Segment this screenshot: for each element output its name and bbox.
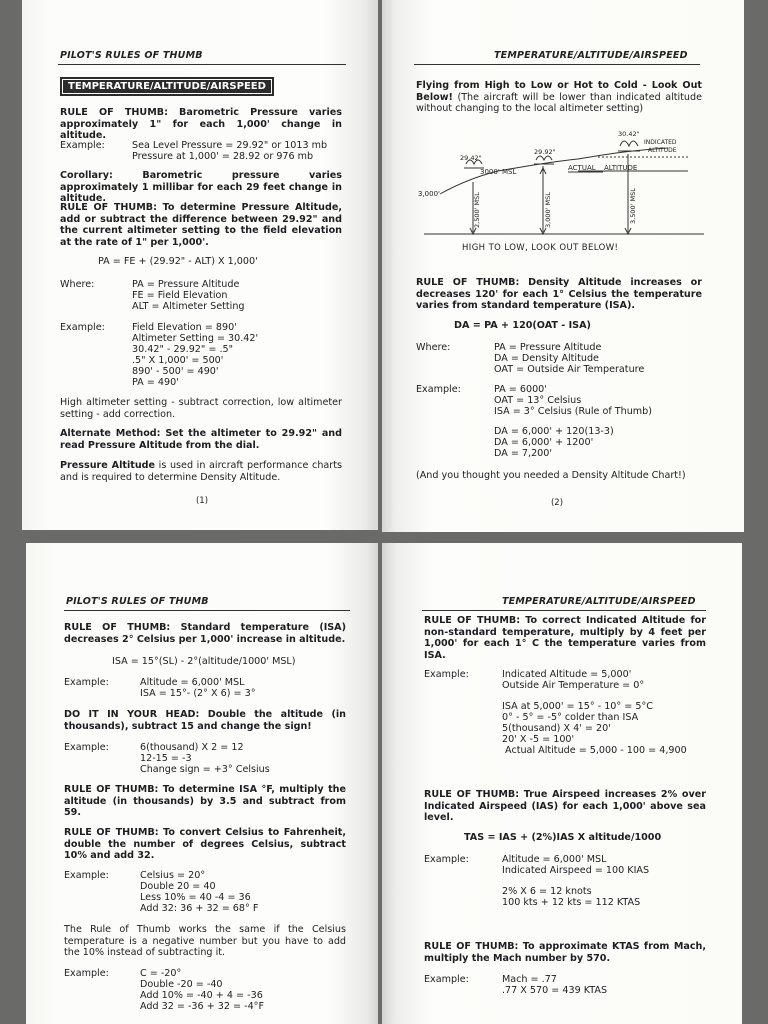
example-line: Altitude = 6,000' MSL <box>502 854 607 865</box>
running-head: PILOT'S RULES OF THUMB <box>66 596 209 607</box>
aircraft-3 <box>618 141 640 151</box>
example-line: Add 10% = -40 + 4 = -36 <box>140 990 263 1001</box>
altitude-label: ALTITUDE <box>648 147 677 154</box>
example-label: Example: <box>424 854 469 865</box>
pressure-label: 30.42" <box>618 130 640 138</box>
msl-label: 3000' MSL <box>480 168 517 176</box>
do-it-in-your-head: DO IT IN YOUR HEAD: Double the altitude (in thousands), subtract 15 and change the sign! <box>64 709 346 732</box>
height-label: 3,500' MSL <box>629 188 637 224</box>
example-label: Example: <box>64 870 109 881</box>
example-label: Example: <box>60 140 105 151</box>
example-label: Example: <box>416 384 461 395</box>
example-line: ISA at 5,000' = 15° - 10° = 5°C <box>502 701 653 712</box>
example-label: Example: <box>64 968 109 979</box>
rule-mach-to-ktas: RULE OF THUMB: To approximate KTAS from Mach, multiply the Mach number by 570. <box>424 941 706 964</box>
intro-text <box>416 80 702 115</box>
example-line: .5" X 1,000' = 500' <box>132 355 224 366</box>
pressure-altitude-note <box>60 460 342 483</box>
example-label: Example: <box>424 669 469 680</box>
example-label: Example: <box>60 322 105 333</box>
example-line: 5(thousand) X 4' = 20' <box>502 723 611 734</box>
definition-line: PA = Pressure Altitude <box>494 342 602 353</box>
book-spread-bottom <box>0 537 768 1024</box>
example-line: .77 X 570 = 439 KTAS <box>502 985 608 996</box>
corollary-text: Corollary: Barometric pressure varies approximately 1 millibar for each 29 feet change in altitude. <box>60 170 342 204</box>
example-line: Add 32: 36 + 32 = 68° F <box>140 903 259 914</box>
where-label: Where: <box>416 342 451 353</box>
rule-isa: RULE OF THUMB: Standard temperature (ISA) decreases 2° Celsius per 1,000' increase in altitude. <box>64 622 346 645</box>
example-label: Example: <box>424 974 469 985</box>
example-line: OAT = 13° Celsius <box>494 395 582 406</box>
page-number: (2) <box>550 498 564 508</box>
definition-line: ALT = Altimeter Setting <box>132 301 245 312</box>
example-label: Example: <box>64 742 109 753</box>
altitude-label: ALTITUDE <box>604 164 638 172</box>
alternate-method: Alternate Method: Set the altimeter to 29.92" and read Pressure Altitude from the dial. <box>60 428 342 451</box>
example-line: PA = 6000' <box>494 384 547 395</box>
where-label: Where: <box>60 279 95 290</box>
example-line: DA = 6,000' + 1200' <box>494 437 594 448</box>
example-line: ISA = 15°- (2° X 6) = 3° <box>140 688 256 699</box>
example-line: Double -20 = -40 <box>140 979 223 990</box>
running-head: TEMPERATURE/ALTITUDE/AIRSPEED <box>494 50 688 61</box>
book-page-2 <box>382 0 744 532</box>
example-line: Less 10% = 40 -4 = 36 <box>140 892 251 903</box>
example-line: Altitude = 6,000' MSL <box>140 677 245 688</box>
example-line: Mach = .77 <box>502 974 557 985</box>
book-page-1 <box>22 0 378 530</box>
example-line: 0° - 5° = -5° colder than ISA <box>502 712 639 723</box>
closing-remark: (And you thought you needed a Density Altitude Chart!) <box>416 470 686 481</box>
rule-true-airspeed: RULE OF THUMB: True Airspeed increases 2% over Indicated Airspeed (IAS) for each 1,000' above sea level. <box>424 789 706 823</box>
height-label: 3,000' MSL <box>544 192 552 228</box>
definition-line: OAT = Outside Air Temperature <box>494 364 645 375</box>
pressure-altitude-note-rest: is used in aircraft performance charts and is required to determine Density Altitude. <box>60 460 342 483</box>
pressure-label: 29.42" <box>460 154 482 162</box>
definition-line: FE = Field Elevation <box>132 290 228 301</box>
example-line: DA = 6,000' + 120(13-3) <box>494 426 614 437</box>
example-line: 6(thousand) X 2 = 12 <box>140 742 244 753</box>
rule-pressure-altitude: RULE OF THUMB: To determine Pressure Altitude, add or subtract the difference between 29.92" and the current altimeter setting to the field elevation at the rate of 1" per 1,000'. <box>60 202 342 248</box>
pressure-altitude-term: Pressure Altitude <box>60 460 156 471</box>
example-line: Add 32 = -36 + 32 = -4°F <box>140 1001 265 1012</box>
isa-formula: ISA = 15°(SL) - 2°(altitude/1000' MSL) <box>112 656 296 667</box>
tas-formula: TAS = IAS + (2%)IAS X altitude/1000 <box>464 832 662 843</box>
example-line: Indicated Airspeed = 100 KIAS <box>502 865 650 876</box>
header-rule <box>64 610 350 611</box>
example-line: PA = 490' <box>132 377 179 388</box>
example-line: Pressure at 1,000' = 28.92 or 976 mb <box>132 151 314 162</box>
example-line: 30.42" - 29.92" = .5" <box>132 344 234 355</box>
rule-indicated-altitude: RULE OF THUMB: To correct Indicated Altitude for non-standard temperature, multiply by 4 feet per 1,000' for each 1° C the temperature varies from ISA. <box>424 615 706 661</box>
example-line: 2% X 6 = 12 knots <box>502 886 592 897</box>
example-line: DA = 7,200' <box>494 448 553 459</box>
header-rule <box>58 64 346 65</box>
example-line: Field Elevation = 890' <box>132 322 237 333</box>
example-line: C = -20° <box>140 968 182 979</box>
example-line: Celsius = 20° <box>140 870 206 881</box>
rule-isa-fahrenheit: RULE OF THUMB: To determine ISA °F, multiply the altitude (in thousands) by 3.5 and subtract from 59. <box>64 784 346 818</box>
pressure-altitude-formula: PA = FE + (29.92" - ALT) X 1,000' <box>98 256 258 267</box>
example-line: 890' - 500' = 490' <box>132 366 219 377</box>
example-line: ISA = 3° Celsius (Rule of Thumb) <box>494 406 652 417</box>
example-line: Indicated Altitude = 5,000' <box>502 669 632 680</box>
header-rule <box>422 610 706 611</box>
rule-density-altitude: RULE OF THUMB: Density Altitude increases or decreases 120' for each 1° Celsius the temperature varies from standard temperature (ISA). <box>416 277 702 311</box>
running-head: PILOT'S RULES OF THUMB <box>60 50 203 61</box>
density-altitude-formula: DA = PA + 120(OAT - ISA) <box>454 320 591 331</box>
high-to-low-diagram <box>418 124 708 259</box>
altitude-label: 3,000' <box>418 190 440 198</box>
example-line: 20' X -5 = 100' <box>502 734 575 745</box>
book-page-4 <box>382 543 742 1024</box>
definition-line: PA = Pressure Altitude <box>132 279 240 290</box>
negative-temperature-note: The Rule of Thumb works the same if the Celsius temperature is a negative number but you have to add the 10% instead of subtracting it. <box>64 924 346 958</box>
height-label: 2,500' MSL <box>473 192 481 228</box>
example-line: 12-15 = -3 <box>140 753 192 764</box>
book-page-3 <box>26 543 378 1024</box>
example-line: Altimeter Setting = 30.42' <box>132 333 259 344</box>
example-line: Sea Level Pressure = 29.92" or 1013 mb <box>132 140 328 151</box>
rule-celsius-to-fahrenheit: RULE OF THUMB: To convert Celsius to Fahrenheit, double the number of degrees Celsius, subtract 10% and add 32. <box>64 827 346 861</box>
intro-rest: (The aircraft will be lower than indicated altitude without changing to the local altimeter setting) <box>416 91 702 114</box>
example-line: Outside Air Temperature = 0° <box>502 680 645 691</box>
diagram-caption: HIGH TO LOW, LOOK OUT BELOW! <box>462 243 619 253</box>
section-title-box: TEMPERATURE/ALTITUDE/AIRSPEED <box>60 77 274 96</box>
intro-heading: Flying from High to Low or Hot to Cold - Look Out Below! <box>416 80 702 103</box>
page-number: (1) <box>195 496 209 506</box>
example-line: Actual Altitude = 5,000 - 100 = 4,900 <box>502 745 687 756</box>
example-line: Double 20 = 40 <box>140 881 216 892</box>
actual-label: ACTUAL <box>568 164 596 172</box>
pressure-label: 29.92" <box>534 148 556 156</box>
rule-barometric: RULE OF THUMB: Barometric Pressure varies approximately 1" for each 1,000' change in altitude. <box>60 107 342 141</box>
example-line: 100 kts + 12 kts = 112 KTAS <box>502 897 641 908</box>
example-line: Change sign = +3° Celsius <box>140 764 270 775</box>
example-label: Example: <box>64 677 109 688</box>
altimeter-note: High altimeter setting - subtract correction, low altimeter setting - add correction. <box>60 397 342 420</box>
indicated-label: INDICATED <box>644 139 677 146</box>
header-rule <box>414 64 700 65</box>
definition-line: DA = Density Altitude <box>494 353 599 364</box>
running-head: TEMPERATURE/ALTITUDE/AIRSPEED <box>502 596 696 607</box>
